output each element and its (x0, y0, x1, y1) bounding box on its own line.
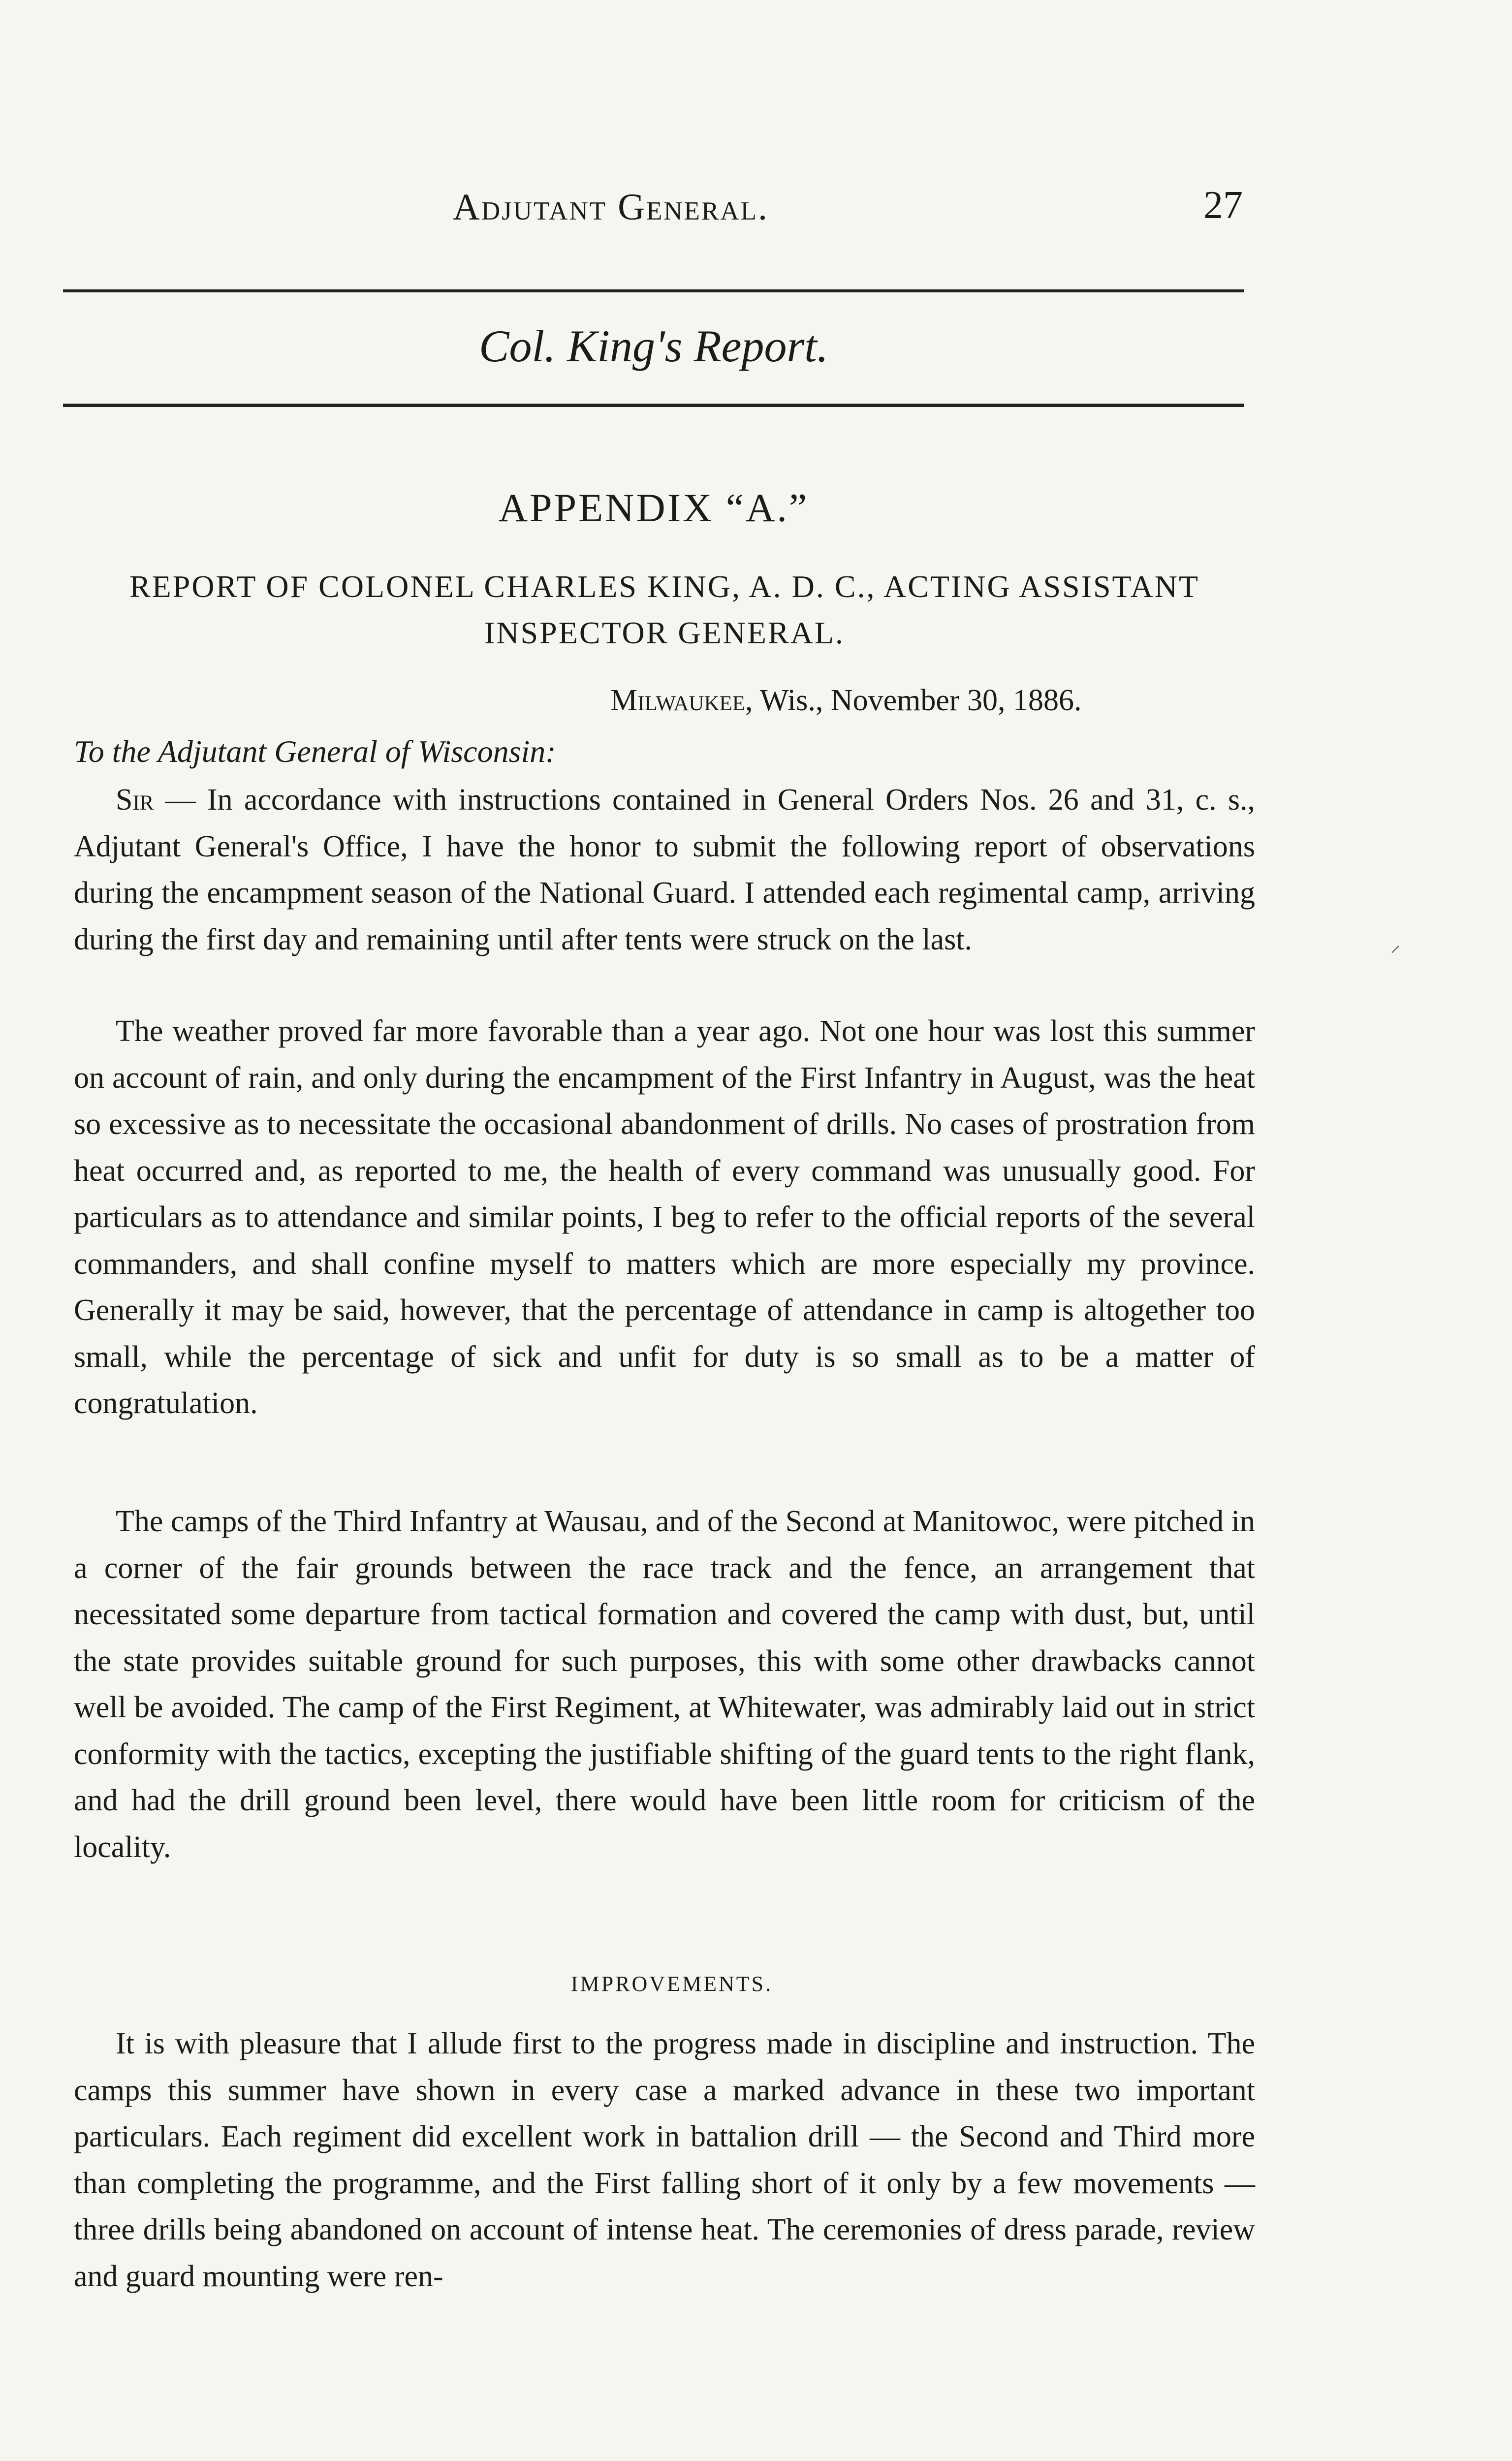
margin-mark: ⸝ (1390, 934, 1400, 956)
report-title: REPORT OF COLONEL CHARLES KING, A. D. C., ACTING ASSISTANT INSPECTOR GENERAL. (129, 569, 1200, 650)
paragraph-1 (74, 777, 1255, 963)
dateline-place: Milwaukee, (610, 684, 753, 717)
paragraph-3: The camps of the Third Infantry at Wausau, and of the Second at Manitowoc, were pitched in a corner of the fair grounds between the race track and the fence, an arrangement that necessitated some departure from tactical formation and covered the camp with dust, but, until the state provides suitable ground for such purposes, this with some other drawbacks cannot well be avoided. The camp of the First Regiment, at Whitewater, was admirably laid out in strict conformity with the tactics, excepting the justifiable shifting of the guard tents to the right flank, and had the drill ground been level, there would have been little room for criticism of the locality. (74, 1505, 1255, 1864)
appendix-heading: APPENDIX “A.” (498, 485, 809, 530)
letter-salutation: To the Adjutant General of Wisconsin: (74, 734, 556, 769)
dateline-date: Wis., November 30, 1886. (753, 684, 1082, 717)
section-subheading: IMPROVEMENTS. (570, 1972, 773, 1996)
header-rule-top (63, 289, 1244, 292)
header-rule-bottom (63, 404, 1244, 407)
page-number: 27 (1203, 184, 1243, 227)
paragraph-1-text: — In accordance with instructions contained in General Orders Nos. 26 and 31, c. s., Adjutant General's Office, I have the honor to submit the following report of observations during the encampment season of the National Guard. I attended each regimental camp, arriving during the first day and remaining until after tents were struck on the last. (74, 783, 1255, 956)
running-header-title: Adjutant General. (453, 187, 769, 228)
letter-dateline (610, 683, 1082, 718)
salutation-sir: Sir (116, 783, 154, 817)
paragraph-2: The weather proved far more favorable than a year ago. Not one hour was lost this summer on account of rain, and only during the encampment of the First Infantry in August, was the heat so excessive as to necessitate the occasional abandonment of drills. No cases of prostration from heat occurred and, as reported to me, the health of every command was unusually good. For particulars as to attendance and similar points, I beg to refer to the official reports of the several commanders, and shall confine myself to matters which are more especially my province. Generally it may be said, however, that the percentage of attendance in camp is altogether too small, while the percentage of sick and unfit for duty is so small as to be a matter of congratulation. (74, 1014, 1255, 1420)
paragraph-4: It is with pleasure that I allude first to the progress made in discipline and instruction. The camps this summer have shown in every case a marked advance in these two important particulars. Each regiment did excellent work in battalion drill — the Second and Third more than completing the programme, and the First falling short of it only by a few movements — three drills being abandoned on account of intense heat. The ceremonies of dress parade, review and guard mounting were ren- (74, 2027, 1255, 2293)
section-running-title: Col. King's Report. (479, 321, 828, 371)
